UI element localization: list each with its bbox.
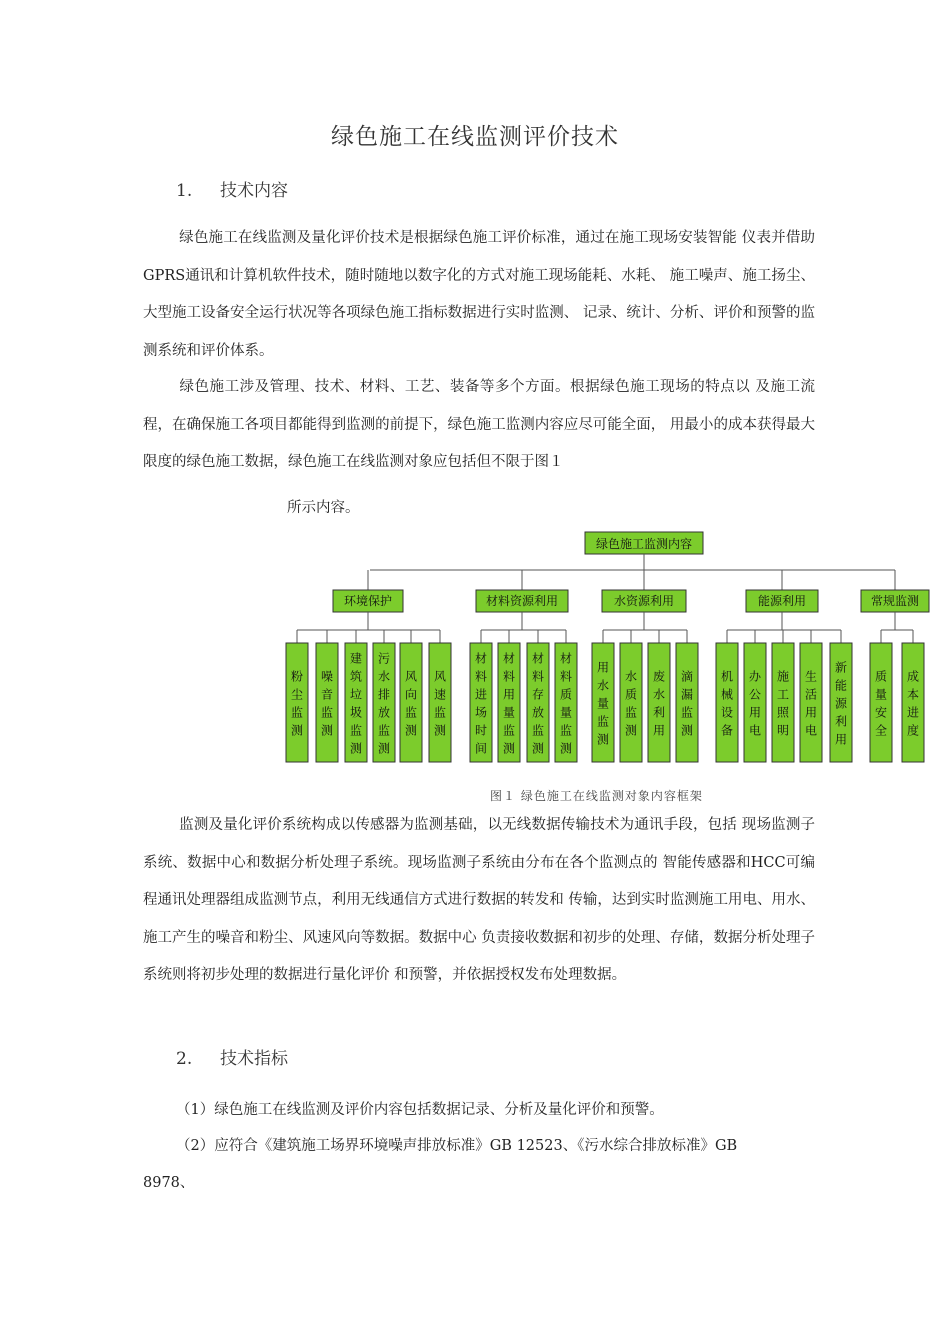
group-node-label: 水资源利用 [613,594,675,608]
leaf-node-label: 机械设备 [720,669,734,738]
section-1-title: 技术内容 [220,181,288,201]
item-1: （1）绿色施工在线监测及评价内容包括数据记录、分析及量化评价和预警。 [176,1102,664,1118]
leaf-node [286,643,308,762]
leaf-node-label: 噪音监测 [320,669,334,738]
leaf-node-label: 质量安全 [874,669,888,738]
group-node-label: 常规监测 [870,594,920,608]
leaf-node-label: 风向监测 [404,669,418,738]
paragraph-2-text: 绿色施工涉及管理、技术、材料、工艺、装备等多个方面。根据绿色施工现场的特点以 及施工流程，在确保施工各项目都能得到监测的前提下，绿色施工监测内容应尽可能全面， 用最小的成本获得最大限度的绿色施工数据，绿色施工在线监测对象应包括但不限于图１ [143,379,815,470]
leaf-node-label: 用水量监测 [596,660,610,747]
leaf-node-label: 滴漏监测 [680,669,694,738]
leaf-node-label: 材料用量监测 [502,651,516,756]
paragraph-1-text: 绿色施工在线监测及量化评价技术是根据绿色施工评价标准，通过在施工现场安装智能 仪表并借助GPRS通讯和计算机软件技术，随时随地以数字化的方式对施工现场能耗、水耗、 施工噪声、施工扬尘、大型施工设备安全运行状况等各项绿色施工指标数据进行实时监测、 记录、统计、分析、评价和预警的监测系统和评价体系。 [143,230,815,359]
leaf-node-label: 污水排放监测 [377,651,391,756]
group-node-label: 环境保护 [343,594,393,608]
leaf-node-label: 风速监测 [433,669,447,738]
leaf-node-label: 建筑垃圾监测 [349,651,363,756]
leaf-node-label: 粉尘监测 [290,669,304,738]
paragraph-3-text: 监测及量化评价系统构成以传感器为监测基础，以无线数据传输技术为通讯手段，包括 现场监测子系统、数据中心和数据分析处理子系统。现场监测子系统由分布在各个监测点的 智能传感器和HCC可编程通讯处理器组成监测节点，利用无线通信方式进行数据的转发和 传输，达到实时监测施工用电、用水、施工产生的噪音和粉尘、风速风向等数据。数据中心 负责接收数据和初步的处理、存储，数据分析处理子系统则将初步处理的数据进行量化评价 和预警，并依据授权发布处理数据。 [143,817,815,983]
leaf-node [316,643,338,762]
section-2-heading [176,1044,288,1069]
section-1-number: 1. [176,181,193,201]
leaf-node [744,643,766,762]
leaf-node-label: 材料进场时间 [474,651,488,756]
leaf-node [429,643,451,762]
leaf-node [620,643,642,762]
leaf-node [400,643,422,762]
leaf-node [800,643,822,762]
leaf-node-label: 水质监测 [624,669,638,738]
leaf-node [676,643,698,762]
leaf-node-label: 新能源利用 [834,660,848,747]
paragraph-2-tail: 所示内容。 [287,500,360,516]
leaf-node [716,643,738,762]
item-2-line-1: （2）应符合《建筑施工场界环境噪声排放标准》GB 12523、《污水综合排放标准》GB [176,1138,738,1154]
leaf-node [648,643,670,762]
leaf-node-label: 办公用电 [748,669,762,738]
document-title: 绿色施工在线监测评价技术 [331,124,619,150]
root-node-label: 绿色施工监测内容 [595,537,693,551]
figure-caption: 图１ 绿色施工在线监测对象内容框架 [490,789,703,803]
leaf-node-label: 施工照明 [776,669,790,738]
item-2-line-2: 8978、 [143,1175,195,1191]
leaf-node [772,643,794,762]
group-node-label: 能源利用 [757,594,807,608]
leaf-node-label: 材料存放监测 [531,651,545,756]
section-2-number: 2. [176,1049,193,1069]
leaf-node [870,643,892,762]
leaf-node [902,643,924,762]
leaf-node-label: 材料质量监测 [559,651,573,756]
leaf-node-label: 成本进度 [906,669,920,738]
leaf-node-label: 生活用电 [804,669,818,738]
section-2-title: 技术指标 [220,1049,288,1069]
group-node-label: 材料资源利用 [485,594,559,608]
paragraph-3 [143,807,815,995]
leaf-node-label: 废水利用 [652,669,666,738]
